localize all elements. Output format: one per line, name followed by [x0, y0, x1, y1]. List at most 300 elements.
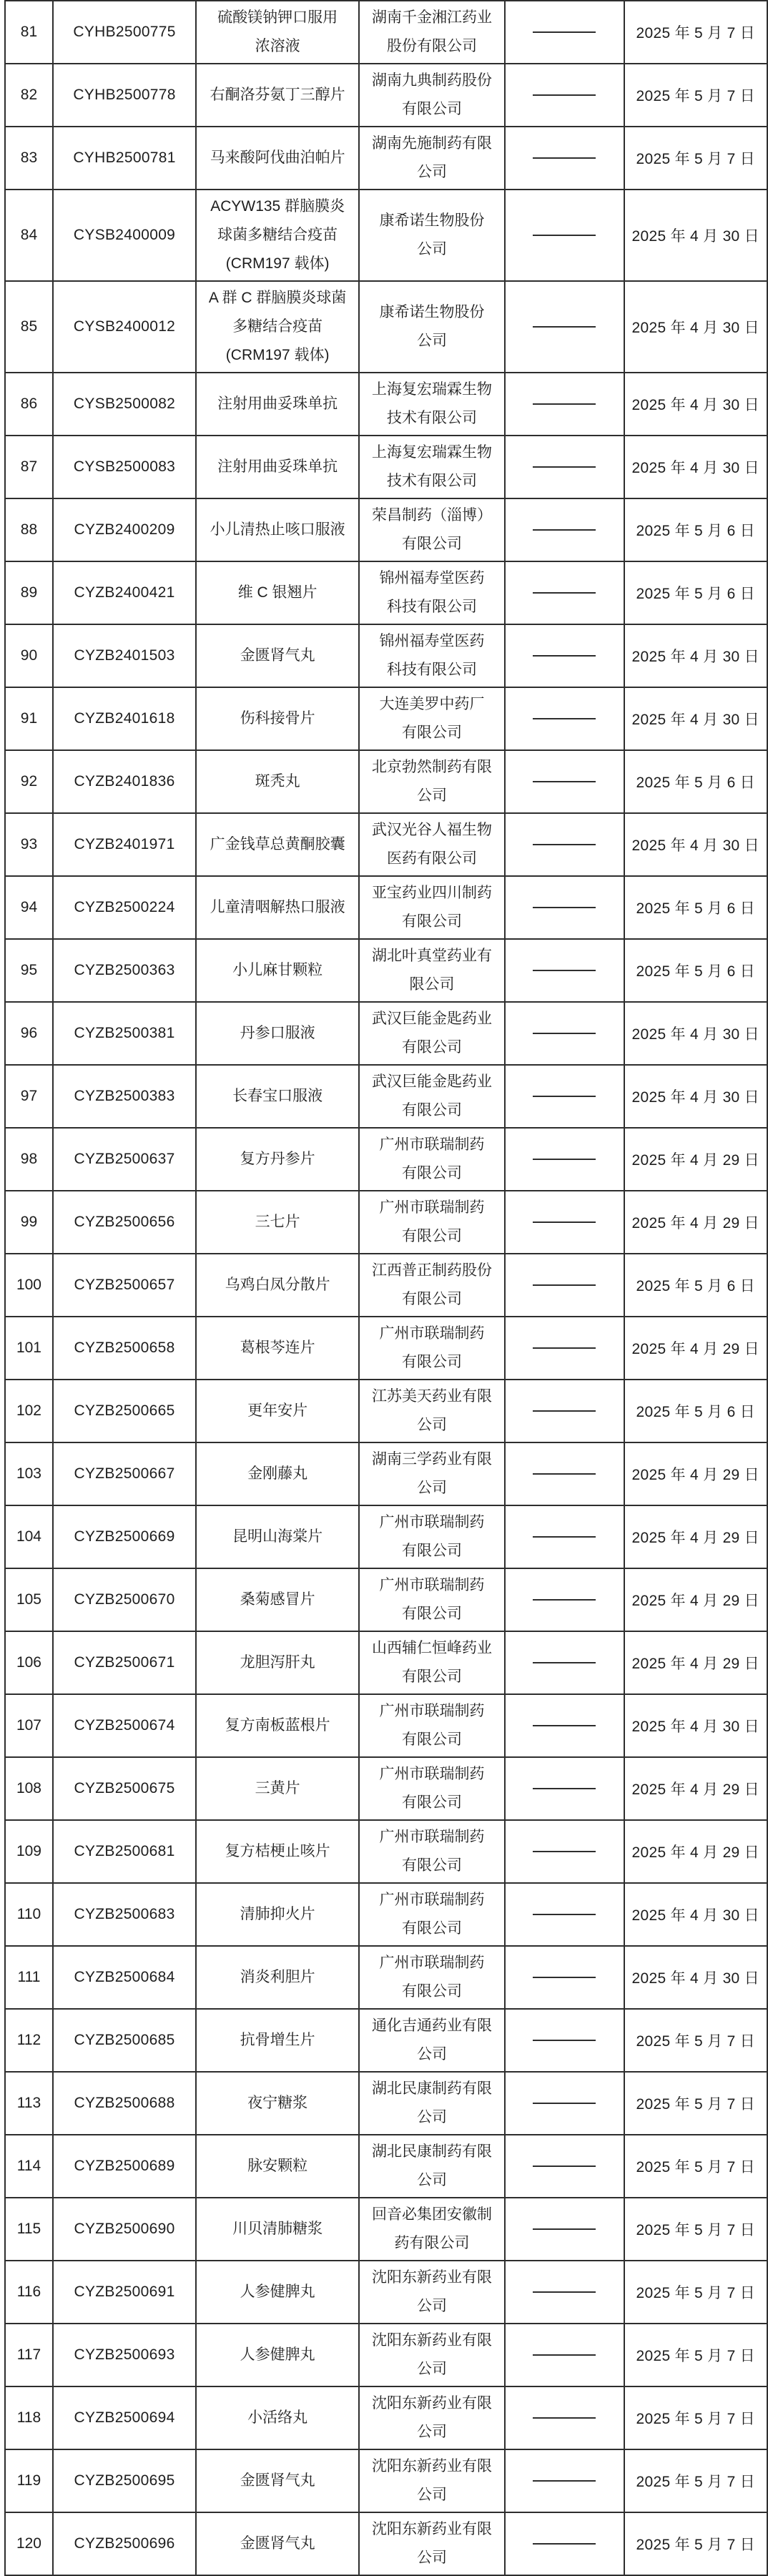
company-name-line: 公司 [417, 241, 448, 257]
approval-date-cell: 2025 年 5 月 7 日 [624, 2386, 767, 2449]
empty-dash [533, 326, 596, 328]
row-number-cell: 120 [5, 2512, 53, 2575]
table-row [5, 64, 767, 127]
drug-name-cell [196, 2009, 359, 2072]
company-name-line: 有限公司 [402, 913, 463, 930]
approval-number-cell: CYZB2500381 [53, 1002, 196, 1065]
table-row [5, 813, 767, 876]
remark-cell [505, 561, 624, 624]
approval-number-cell: CYHB2500781 [53, 127, 196, 190]
approval-date-cell: 2025 年 5 月 7 日 [624, 2449, 767, 2512]
row-number-cell: 84 [5, 190, 53, 281]
empty-dash [533, 1033, 596, 1034]
remark-cell [505, 1317, 624, 1380]
approval-date-cell: 2025 年 5 月 7 日 [624, 2261, 767, 2324]
approval-number-cell: CYSB2400012 [53, 281, 196, 373]
drug-name-line: 多糖结合疫苗 [232, 318, 323, 335]
company-name-cell [359, 498, 505, 561]
drug-name-cell [196, 1317, 359, 1380]
drug-name-cell [196, 127, 359, 190]
row-number-cell: 81 [5, 1, 53, 64]
drug-name-line: 小儿清热止咳口服液 [210, 521, 345, 538]
approval-date-cell: 2025 年 4 月 30 日 [624, 436, 767, 498]
approval-date-cell: 2025 年 4 月 29 日 [624, 1820, 767, 1883]
drug-name-cell [196, 876, 359, 939]
remark-cell [505, 373, 624, 436]
company-name-line: 限公司 [409, 976, 455, 993]
approval-date-cell: 2025 年 4 月 30 日 [624, 190, 767, 281]
company-name-line: 上海复宏瑞霖生物 [372, 381, 493, 398]
row-number-cell: 105 [5, 1568, 53, 1631]
table-row [5, 2324, 767, 2386]
approval-number-cell: CYHB2500775 [53, 1, 196, 64]
company-name-line: 广州市联瑞制药 [379, 1325, 485, 1342]
drug-name-line: 人参健脾丸 [240, 2284, 315, 2300]
row-number-cell: 104 [5, 1505, 53, 1568]
remark-cell [505, 1694, 624, 1757]
table-row [5, 1065, 767, 1128]
company-name-line: 公司 [417, 1480, 448, 1496]
empty-dash [533, 1284, 596, 1286]
approval-number-cell: CYZB2500674 [53, 1694, 196, 1757]
company-name-line: 公司 [417, 2361, 448, 2377]
remark-cell [505, 1191, 624, 1254]
drug-name-line: 斑秃丸 [255, 773, 300, 790]
approval-number-cell: CYZB2500383 [53, 1065, 196, 1128]
approval-number-cell: CYZB2500696 [53, 2512, 196, 2575]
drug-name-line: 金匮肾气丸 [240, 2535, 315, 2552]
remark-cell [505, 813, 624, 876]
company-name-cell [359, 624, 505, 687]
company-name-cell [359, 1002, 505, 1065]
company-name-line: 公司 [417, 2550, 448, 2566]
empty-dash [533, 1410, 596, 1412]
company-name-line: 公司 [417, 787, 448, 804]
company-name-line: 大连美罗中药厂 [379, 696, 485, 712]
row-number-cell: 88 [5, 498, 53, 561]
company-name-line: 有限公司 [402, 1165, 463, 1181]
table-row [5, 1317, 767, 1380]
company-name-line: 医药有限公司 [387, 850, 478, 867]
table-row [5, 127, 767, 190]
drug-name-cell [196, 1757, 359, 1820]
company-name-line: 科技有限公司 [387, 662, 478, 678]
drug-name-line: 川贝清肺糖浆 [232, 2221, 323, 2237]
remark-cell [505, 1002, 624, 1065]
company-name-line: 广州市联瑞制药 [379, 1892, 485, 1908]
company-name-line: 通化吉通药业有限 [372, 2017, 493, 2034]
company-name-cell [359, 939, 505, 1002]
company-name-line: 有限公司 [402, 1102, 463, 1119]
remark-cell [505, 1, 624, 64]
approval-date-cell: 2025 年 4 月 30 日 [624, 1883, 767, 1946]
approval-number-cell: CYZB2500669 [53, 1505, 196, 1568]
empty-dash [533, 1221, 596, 1223]
company-name-line: 有限公司 [402, 536, 463, 552]
row-number-cell: 100 [5, 1254, 53, 1317]
approval-date-cell: 2025 年 5 月 7 日 [624, 2198, 767, 2261]
company-name-line: 沈阳东新药业有限 [372, 2332, 493, 2349]
approval-date-cell: 2025 年 4 月 30 日 [624, 624, 767, 687]
drug-approval-table [4, 0, 768, 2576]
remark-cell [505, 939, 624, 1002]
row-number-cell: 102 [5, 1380, 53, 1442]
drug-name-line: 球菌多糖结合疫苗 [217, 227, 338, 243]
company-name-cell [359, 64, 505, 127]
approval-number-cell: CYHB2500778 [53, 64, 196, 127]
remark-cell [505, 2198, 624, 2261]
company-name-cell [359, 190, 505, 281]
approval-date-cell: 2025 年 5 月 7 日 [624, 2512, 767, 2575]
approval-number-cell: CYZB2500637 [53, 1128, 196, 1191]
company-name-line: 有限公司 [402, 1291, 463, 1307]
company-name-cell [359, 561, 505, 624]
table-row [5, 939, 767, 1002]
drug-name-line: 浓溶液 [255, 38, 300, 54]
company-name-cell [359, 1568, 505, 1631]
table-row [5, 373, 767, 436]
drug-name-line: 昆明山海棠片 [232, 1528, 323, 1545]
company-name-cell [359, 1191, 505, 1254]
drug-name-line: 消炎利胆片 [240, 1969, 315, 1985]
remark-cell [505, 281, 624, 373]
approval-number-cell: CYZB2500685 [53, 2009, 196, 2072]
row-number-cell: 83 [5, 127, 53, 190]
company-name-line: 武汉光谷人福生物 [372, 822, 493, 838]
approval-date-cell: 2025 年 4 月 30 日 [624, 1946, 767, 2009]
approval-date-cell: 2025 年 5 月 7 日 [624, 2072, 767, 2135]
approval-number-cell: CYZB2500363 [53, 939, 196, 1002]
empty-dash [533, 907, 596, 908]
table-row [5, 1254, 767, 1317]
empty-dash [533, 529, 596, 531]
row-number-cell: 92 [5, 750, 53, 813]
drug-name-cell [196, 2072, 359, 2135]
company-name-line: 湖北民康制药有限 [372, 2143, 493, 2160]
company-name-cell [359, 2449, 505, 2512]
approval-number-cell: CYZB2500684 [53, 1946, 196, 2009]
approval-number-cell: CYZB2500689 [53, 2135, 196, 2198]
company-name-line: 有限公司 [402, 1983, 463, 2000]
company-name-cell [359, 1317, 505, 1380]
drug-name-line: 龙胆泻肝丸 [240, 1654, 315, 1671]
company-name-cell [359, 127, 505, 190]
approval-date-cell: 2025 年 5 月 7 日 [624, 2009, 767, 2072]
company-name-line: 广州市联瑞制药 [379, 1766, 485, 1782]
company-name-line: 公司 [417, 2046, 448, 2063]
row-number-cell: 116 [5, 2261, 53, 2324]
empty-dash [533, 1914, 596, 1915]
table-row [5, 281, 767, 373]
company-name-line: 公司 [417, 2487, 448, 2503]
company-name-line: 有限公司 [402, 1228, 463, 1244]
empty-dash [533, 1725, 596, 1726]
approval-date-cell: 2025 年 5 月 7 日 [624, 2135, 767, 2198]
company-name-cell [359, 1254, 505, 1317]
company-name-line: 荣昌制药（淄博） [372, 507, 493, 523]
row-number-cell: 82 [5, 64, 53, 127]
approval-number-cell: CYZB2401503 [53, 624, 196, 687]
company-name-line: 武汉巨能金匙药业 [372, 1011, 493, 1027]
approval-date-cell: 2025 年 4 月 30 日 [624, 1002, 767, 1065]
table-row [5, 2261, 767, 2324]
drug-name-line: 复方丹参片 [240, 1151, 315, 1167]
drug-name-line: 右酮洛芬氨丁三醇片 [210, 87, 345, 103]
drug-name-cell [196, 1820, 359, 1883]
remark-cell [505, 498, 624, 561]
remark-cell [505, 1380, 624, 1442]
approval-date-cell: 2025 年 4 月 30 日 [624, 813, 767, 876]
empty-dash [533, 2165, 596, 2167]
drug-name-cell [196, 1128, 359, 1191]
drug-name-cell [196, 561, 359, 624]
drug-name-cell [196, 1694, 359, 1757]
empty-dash [533, 2417, 596, 2419]
drug-name-cell [196, 750, 359, 813]
company-name-line: 技术有限公司 [387, 410, 478, 426]
company-name-line: 康希诺生物股份 [379, 304, 485, 320]
drug-name-cell [196, 2324, 359, 2386]
remark-cell [505, 1254, 624, 1317]
row-number-cell: 93 [5, 813, 53, 876]
approval-date-cell: 2025 年 5 月 7 日 [624, 2324, 767, 2386]
approval-number-cell: CYZB2500657 [53, 1254, 196, 1317]
empty-dash [533, 2480, 596, 2482]
company-name-cell [359, 876, 505, 939]
approval-number-cell: CYZB2401971 [53, 813, 196, 876]
table-row [5, 1002, 767, 1065]
row-number-cell: 99 [5, 1191, 53, 1254]
drug-name-cell [196, 1505, 359, 1568]
company-name-line: 广州市联瑞制药 [379, 1829, 485, 1845]
drug-name-cell [196, 1191, 359, 1254]
drug-name-line: 长春宝口服液 [232, 1088, 323, 1104]
approval-number-cell: CYZB2400421 [53, 561, 196, 624]
table-row [5, 1631, 767, 1694]
drug-name-cell [196, 2386, 359, 2449]
drug-name-cell [196, 2512, 359, 2575]
approval-number-cell: CYZB2500693 [53, 2324, 196, 2386]
row-number-cell: 119 [5, 2449, 53, 2512]
empty-dash [533, 2040, 596, 2041]
remark-cell [505, 64, 624, 127]
empty-dash [533, 1977, 596, 1978]
row-number-cell: 109 [5, 1820, 53, 1883]
row-number-cell: 103 [5, 1442, 53, 1505]
table-row [5, 1568, 767, 1631]
drug-name-cell [196, 1442, 359, 1505]
company-name-line: 康希诺生物股份 [379, 212, 485, 229]
drug-name-cell [196, 1002, 359, 1065]
approval-number-cell: CYSB2500083 [53, 436, 196, 498]
empty-dash [533, 1347, 596, 1349]
drug-name-cell [196, 1065, 359, 1128]
company-name-cell [359, 373, 505, 436]
company-name-line: 技术有限公司 [387, 473, 478, 489]
drug-name-line: 小儿麻甘颗粒 [232, 962, 323, 978]
row-number-cell: 94 [5, 876, 53, 939]
row-number-cell: 107 [5, 1694, 53, 1757]
company-name-line: 广州市联瑞制药 [379, 1703, 485, 1719]
row-number-cell: 90 [5, 624, 53, 687]
company-name-line: 广州市联瑞制药 [379, 1577, 485, 1593]
company-name-line: 有限公司 [402, 1731, 463, 1748]
table-row [5, 2135, 767, 2198]
drug-name-cell [196, 1883, 359, 1946]
company-name-line: 有限公司 [402, 101, 463, 117]
row-number-cell: 114 [5, 2135, 53, 2198]
remark-cell [505, 687, 624, 750]
empty-dash [533, 970, 596, 971]
company-name-cell [359, 687, 505, 750]
empty-dash [533, 1159, 596, 1160]
empty-dash [533, 1851, 596, 1852]
drug-name-cell [196, 1631, 359, 1694]
company-name-cell [359, 2324, 505, 2386]
approval-date-cell: 2025 年 4 月 30 日 [624, 281, 767, 373]
empty-dash [533, 1473, 596, 1475]
table-row [5, 876, 767, 939]
drug-name-line: 小活络丸 [247, 2409, 308, 2426]
company-name-cell [359, 2512, 505, 2575]
table-row [5, 1820, 767, 1883]
row-number-cell: 115 [5, 2198, 53, 2261]
drug-name-line: 注射用曲妥珠单抗 [217, 458, 338, 475]
company-name-cell [359, 1, 505, 64]
drug-name-line: 三黄片 [255, 1780, 300, 1796]
drug-name-line: ACYW135 群脑膜炎 [210, 198, 345, 215]
drug-name-line: 复方桔梗止咳片 [225, 1843, 330, 1859]
approval-number-cell: CYZB2500681 [53, 1820, 196, 1883]
drug-name-line: 硫酸镁钠钾口服用 [217, 9, 338, 26]
approval-date-cell: 2025 年 4 月 29 日 [624, 1191, 767, 1254]
company-name-line: 湖南先施制药有限 [372, 135, 493, 152]
remark-cell [505, 1883, 624, 1946]
company-name-line: 湖北叶真堂药业有 [372, 948, 493, 964]
company-name-line: 亚宝药业四川制药 [372, 885, 493, 901]
drug-name-cell [196, 1568, 359, 1631]
company-name-line: 江苏美天药业有限 [372, 1388, 493, 1405]
drug-name-line: 乌鸡白凤分散片 [225, 1277, 330, 1293]
drug-name-line: 清肺抑火片 [240, 1906, 315, 1922]
empty-dash [533, 31, 596, 33]
approval-date-cell: 2025 年 5 月 7 日 [624, 1, 767, 64]
drug-name-cell [196, 2135, 359, 2198]
company-name-line: 有限公司 [402, 1668, 463, 1685]
remark-cell [505, 2261, 624, 2324]
table-row [5, 1694, 767, 1757]
company-name-line: 有限公司 [402, 1039, 463, 1056]
remark-cell [505, 1631, 624, 1694]
empty-dash [533, 655, 596, 657]
approval-date-cell: 2025 年 5 月 7 日 [624, 127, 767, 190]
company-name-line: 公司 [417, 2298, 448, 2314]
drug-name-line: 马来酸阿伐曲泊帕片 [210, 149, 345, 166]
approval-date-cell: 2025 年 4 月 30 日 [624, 1065, 767, 1128]
company-name-line: 股份有限公司 [387, 38, 478, 54]
company-name-line: 广州市联瑞制药 [379, 1199, 485, 1216]
drug-name-line: 儿童清咽解热口服液 [210, 899, 345, 915]
empty-dash [533, 2291, 596, 2293]
approval-date-cell: 2025 年 5 月 6 日 [624, 750, 767, 813]
drug-name-line: 抗骨增生片 [240, 2032, 315, 2048]
approval-number-cell: CYZB2500675 [53, 1757, 196, 1820]
remark-cell [505, 2009, 624, 2072]
company-name-line: 湖南千金湘江药业 [372, 9, 493, 26]
approval-table-body [5, 1, 767, 2575]
drug-name-line: 桑菊感冒片 [240, 1591, 315, 1608]
approval-date-cell: 2025 年 5 月 6 日 [624, 498, 767, 561]
drug-name-line: 丹参口服液 [240, 1025, 315, 1041]
company-name-line: 公司 [417, 333, 448, 349]
row-number-cell: 111 [5, 1946, 53, 2009]
approval-number-cell: CYZB2401836 [53, 750, 196, 813]
empty-dash [533, 2228, 596, 2230]
company-name-cell [359, 1946, 505, 2009]
approval-number-cell: CYZB2500667 [53, 1442, 196, 1505]
drug-name-line: 葛根芩连片 [240, 1339, 315, 1356]
company-name-cell [359, 1065, 505, 1128]
company-name-cell [359, 1128, 505, 1191]
approval-number-cell: CYSB2500082 [53, 373, 196, 436]
approval-date-cell: 2025 年 5 月 7 日 [624, 64, 767, 127]
table-row [5, 2512, 767, 2575]
row-number-cell: 112 [5, 2009, 53, 2072]
row-number-cell: 95 [5, 939, 53, 1002]
drug-name-cell [196, 436, 359, 498]
drug-name-cell [196, 2449, 359, 2512]
drug-name-line: (CRM197 载体) [225, 347, 330, 363]
company-name-line: 武汉巨能金匙药业 [372, 1073, 493, 1090]
table-row [5, 1442, 767, 1505]
company-name-line: 广州市联瑞制药 [379, 1514, 485, 1530]
table-row [5, 1, 767, 64]
approval-number-cell: CYZB2500670 [53, 1568, 196, 1631]
company-name-cell [359, 2261, 505, 2324]
remark-cell [505, 876, 624, 939]
table-row [5, 1883, 767, 1946]
remark-cell [505, 1820, 624, 1883]
drug-name-cell [196, 1380, 359, 1442]
table-row [5, 624, 767, 687]
table-row [5, 2449, 767, 2512]
approval-date-cell: 2025 年 4 月 29 日 [624, 1505, 767, 1568]
company-name-line: 有限公司 [402, 1920, 463, 1937]
approval-number-cell: CYZB2500694 [53, 2386, 196, 2449]
empty-dash [533, 157, 596, 159]
company-name-cell [359, 1883, 505, 1946]
table-row [5, 1128, 767, 1191]
remark-cell [505, 436, 624, 498]
drug-name-line: 人参健脾丸 [240, 2346, 315, 2363]
remark-cell [505, 2324, 624, 2386]
drug-name-cell [196, 624, 359, 687]
drug-name-cell [196, 1254, 359, 1317]
company-name-line: 公司 [417, 164, 448, 180]
empty-dash [533, 403, 596, 405]
row-number-cell: 87 [5, 436, 53, 498]
company-name-cell [359, 2198, 505, 2261]
table-row [5, 1946, 767, 2009]
drug-name-cell [196, 281, 359, 373]
remark-cell [505, 750, 624, 813]
company-name-line: 有限公司 [402, 1354, 463, 1370]
empty-dash [533, 2543, 596, 2545]
empty-dash [533, 94, 596, 96]
company-name-line: 沈阳东新药业有限 [372, 2269, 493, 2286]
row-number-cell: 96 [5, 1002, 53, 1065]
remark-cell [505, 2135, 624, 2198]
